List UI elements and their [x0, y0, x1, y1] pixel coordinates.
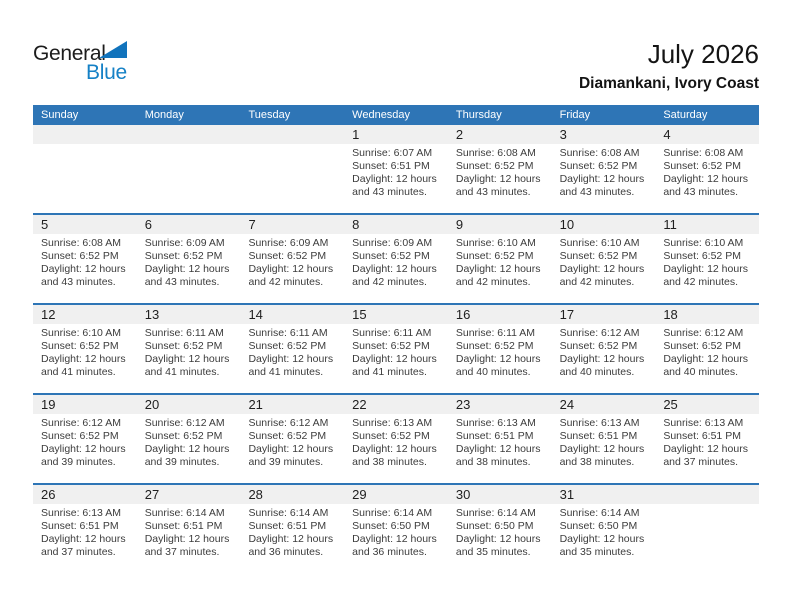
day-details — [655, 504, 759, 507]
day-number: 30 — [448, 485, 552, 504]
day-number: 29 — [344, 485, 448, 504]
day-cell-13 — [137, 305, 241, 393]
day-number — [240, 125, 344, 144]
day-cell-18 — [655, 305, 759, 393]
daylight-text: Daylight: 12 hours and 38 minutes. — [352, 443, 437, 468]
sunset-text: Sunset: 6:51 PM — [559, 430, 638, 442]
sunrise-text: Sunrise: 6:08 AM — [41, 237, 121, 249]
calendar-grid — [33, 105, 759, 573]
sunset-text: Sunset: 6:52 PM — [41, 340, 119, 352]
day-cell-22 — [344, 395, 448, 483]
day-cell-10 — [552, 215, 656, 303]
sunset-text: Sunset: 6:52 PM — [248, 430, 327, 442]
sunrise-text: Sunrise: 6:12 AM — [248, 417, 329, 429]
day-cell-27 — [137, 485, 241, 573]
day-cell-11 — [655, 215, 759, 303]
sunrise-text: Sunrise: 6:10 AM — [559, 237, 640, 249]
day-number: 16 — [448, 305, 552, 324]
sunset-text: Sunset: 6:52 PM — [559, 250, 638, 262]
day-cell-6 — [137, 215, 241, 303]
sunrise-text: Sunrise: 6:13 AM — [352, 417, 433, 429]
day-cell-4 — [655, 125, 759, 213]
day-cell-15 — [344, 305, 448, 393]
day-cell-2 — [448, 125, 552, 213]
daylight-text: Daylight: 12 hours and 41 minutes. — [352, 353, 437, 378]
page-subtitle: Diamankani, Ivory Coast — [578, 75, 759, 92]
sunrise-text: Sunrise: 6:14 AM — [559, 507, 640, 519]
day-details — [344, 414, 448, 469]
day-number: 22 — [344, 395, 448, 414]
day-cell-5 — [33, 215, 137, 303]
day-number — [137, 125, 241, 144]
day-number: 9 — [448, 215, 552, 234]
sunrise-text: Sunrise: 6:11 AM — [352, 327, 432, 339]
daylight-text: Daylight: 12 hours and 42 minutes. — [248, 263, 334, 288]
sunset-text: Sunset: 6:52 PM — [455, 340, 534, 352]
day-details — [137, 324, 241, 379]
day-number: 8 — [344, 215, 448, 234]
sunset-text: Sunset: 6:52 PM — [144, 250, 223, 262]
logo-text-blue: Blue — [86, 61, 127, 84]
day-number: 14 — [240, 305, 344, 324]
sunset-text: Sunset: 6:52 PM — [248, 340, 327, 352]
day-details — [552, 414, 656, 469]
daylight-text: Daylight: 12 hours and 43 minutes. — [41, 263, 126, 288]
daylight-text: Daylight: 12 hours and 43 minutes. — [144, 263, 230, 288]
weekday-header-tuesday: Tuesday — [248, 109, 291, 121]
daylight-text: Daylight: 12 hours and 36 minutes. — [352, 533, 437, 558]
sunrise-text: Sunrise: 6:11 AM — [248, 327, 328, 339]
day-number: 7 — [240, 215, 344, 234]
day-details — [137, 234, 241, 289]
day-details — [448, 504, 552, 559]
sunset-text: Sunset: 6:52 PM — [663, 340, 741, 352]
day-number: 17 — [552, 305, 656, 324]
daylight-text: Daylight: 12 hours and 43 minutes. — [663, 173, 748, 198]
daylight-text: Daylight: 12 hours and 39 minutes. — [248, 443, 334, 468]
daylight-text: Daylight: 12 hours and 42 minutes. — [559, 263, 645, 288]
daylight-text: Daylight: 12 hours and 38 minutes. — [559, 443, 645, 468]
sunset-text: Sunset: 6:52 PM — [352, 250, 430, 262]
sunset-text: Sunset: 6:50 PM — [455, 520, 534, 532]
day-number: 10 — [552, 215, 656, 234]
sunset-text: Sunset: 6:52 PM — [663, 250, 741, 262]
sunset-text: Sunset: 6:51 PM — [352, 160, 430, 172]
day-number: 1 — [344, 125, 448, 144]
week-row-3 — [33, 303, 759, 393]
day-details — [655, 414, 759, 469]
daylight-text: Daylight: 12 hours and 35 minutes. — [455, 533, 541, 558]
sunrise-text: Sunrise: 6:13 AM — [41, 507, 121, 519]
daylight-text: Daylight: 12 hours and 36 minutes. — [248, 533, 334, 558]
sunrise-text: Sunrise: 6:12 AM — [144, 417, 225, 429]
day-details — [33, 234, 137, 289]
day-cell-21 — [240, 395, 344, 483]
day-number: 2 — [448, 125, 552, 144]
day-number: 27 — [137, 485, 241, 504]
sunrise-text: Sunrise: 6:10 AM — [663, 237, 744, 249]
day-details — [33, 144, 137, 147]
day-details — [33, 324, 137, 379]
daylight-text: Daylight: 12 hours and 43 minutes. — [455, 173, 541, 198]
day-number: 19 — [33, 395, 137, 414]
sunset-text: Sunset: 6:50 PM — [352, 520, 430, 532]
day-cell-25 — [655, 395, 759, 483]
weekday-header-wednesday: Wednesday — [352, 109, 411, 121]
sunset-text: Sunset: 6:52 PM — [455, 160, 534, 172]
day-details — [137, 144, 241, 147]
day-number — [655, 485, 759, 504]
day-cell-12 — [33, 305, 137, 393]
sunset-text: Sunset: 6:52 PM — [559, 160, 638, 172]
day-number: 3 — [552, 125, 656, 144]
day-number: 24 — [552, 395, 656, 414]
daylight-text: Daylight: 12 hours and 40 minutes. — [455, 353, 541, 378]
daylight-text: Daylight: 12 hours and 35 minutes. — [559, 533, 645, 558]
sunset-text: Sunset: 6:51 PM — [41, 520, 119, 532]
daylight-text: Daylight: 12 hours and 37 minutes. — [144, 533, 230, 558]
page-title: July 2026 — [647, 39, 759, 69]
day-cell-3 — [552, 125, 656, 213]
sunset-text: Sunset: 6:52 PM — [41, 430, 119, 442]
week-row-4 — [33, 393, 759, 483]
sunset-text: Sunset: 6:52 PM — [455, 250, 534, 262]
sunrise-text: Sunrise: 6:14 AM — [248, 507, 329, 519]
general-blue-logo — [33, 40, 163, 84]
day-details — [552, 234, 656, 289]
daylight-text: Daylight: 12 hours and 43 minutes. — [559, 173, 645, 198]
day-cell-empty — [137, 125, 241, 213]
day-number: 23 — [448, 395, 552, 414]
sunrise-text: Sunrise: 6:09 AM — [144, 237, 225, 249]
weekday-header-monday: Monday — [144, 109, 184, 121]
day-details — [240, 504, 344, 559]
day-details — [240, 324, 344, 379]
sunrise-text: Sunrise: 6:11 AM — [144, 327, 224, 339]
day-details — [655, 324, 759, 379]
day-cell-14 — [240, 305, 344, 393]
daylight-text: Daylight: 12 hours and 39 minutes. — [144, 443, 230, 468]
daylight-text: Daylight: 12 hours and 41 minutes. — [41, 353, 126, 378]
day-number: 18 — [655, 305, 759, 324]
day-number: 20 — [137, 395, 241, 414]
sunrise-text: Sunrise: 6:09 AM — [352, 237, 433, 249]
day-cell-empty — [240, 125, 344, 213]
day-details — [552, 504, 656, 559]
day-details — [344, 504, 448, 559]
daylight-text: Daylight: 12 hours and 41 minutes. — [144, 353, 230, 378]
day-number: 26 — [33, 485, 137, 504]
day-cell-29 — [344, 485, 448, 573]
sunrise-text: Sunrise: 6:08 AM — [455, 147, 536, 159]
week-row-5 — [33, 483, 759, 573]
daylight-text: Daylight: 12 hours and 42 minutes. — [663, 263, 748, 288]
title-block — [579, 40, 759, 93]
sunset-text: Sunset: 6:51 PM — [248, 520, 327, 532]
day-cell-9 — [448, 215, 552, 303]
sunset-text: Sunset: 6:52 PM — [559, 340, 638, 352]
day-details — [240, 234, 344, 289]
weekday-header-saturday: Saturday — [663, 109, 708, 121]
day-cell-28 — [240, 485, 344, 573]
daylight-text: Daylight: 12 hours and 38 minutes. — [455, 443, 541, 468]
day-number: 4 — [655, 125, 759, 144]
sunset-text: Sunset: 6:52 PM — [41, 250, 119, 262]
day-details — [33, 414, 137, 469]
day-number: 28 — [240, 485, 344, 504]
day-cell-20 — [137, 395, 241, 483]
sunset-text: Sunset: 6:52 PM — [663, 160, 741, 172]
day-cell-7 — [240, 215, 344, 303]
day-cell-empty — [33, 125, 137, 213]
daylight-text: Daylight: 12 hours and 42 minutes. — [352, 263, 437, 288]
day-cell-empty — [655, 485, 759, 573]
day-cell-8 — [344, 215, 448, 303]
sunrise-text: Sunrise: 6:13 AM — [559, 417, 640, 429]
sunset-text: Sunset: 6:52 PM — [352, 340, 430, 352]
day-details — [552, 144, 656, 199]
day-details — [137, 414, 241, 469]
day-number: 11 — [655, 215, 759, 234]
sunrise-text: Sunrise: 6:12 AM — [559, 327, 640, 339]
daylight-text: Daylight: 12 hours and 39 minutes. — [41, 443, 126, 468]
day-number: 31 — [552, 485, 656, 504]
daylight-text: Daylight: 12 hours and 37 minutes. — [663, 443, 748, 468]
day-details — [240, 414, 344, 469]
day-cell-17 — [552, 305, 656, 393]
day-details — [448, 144, 552, 199]
day-number — [33, 125, 137, 144]
daylight-text: Daylight: 12 hours and 37 minutes. — [41, 533, 126, 558]
day-cell-23 — [448, 395, 552, 483]
sunset-text: Sunset: 6:52 PM — [144, 340, 223, 352]
week-row-2 — [33, 213, 759, 303]
sunrise-text: Sunrise: 6:14 AM — [352, 507, 433, 519]
day-number: 25 — [655, 395, 759, 414]
day-number: 15 — [344, 305, 448, 324]
day-number: 6 — [137, 215, 241, 234]
sunset-text: Sunset: 6:51 PM — [455, 430, 534, 442]
day-details — [344, 234, 448, 289]
day-number: 21 — [240, 395, 344, 414]
weekday-header-friday: Friday — [559, 109, 591, 121]
day-cell-24 — [552, 395, 656, 483]
sunset-text: Sunset: 6:50 PM — [559, 520, 638, 532]
day-cell-26 — [33, 485, 137, 573]
logo-text-general: General — [33, 42, 106, 65]
sunset-text: Sunset: 6:52 PM — [144, 430, 223, 442]
sunrise-text: Sunrise: 6:09 AM — [248, 237, 329, 249]
weekday-header-sunday: Sunday — [41, 109, 79, 121]
weekday-header-thursday: Thursday — [455, 109, 502, 121]
day-details — [448, 324, 552, 379]
sunrise-text: Sunrise: 6:10 AM — [455, 237, 536, 249]
sunrise-text: Sunrise: 6:12 AM — [41, 417, 121, 429]
day-details — [33, 504, 137, 559]
sunrise-text: Sunrise: 6:12 AM — [663, 327, 744, 339]
day-details — [344, 144, 448, 199]
day-details — [448, 414, 552, 469]
sunset-text: Sunset: 6:52 PM — [248, 250, 327, 262]
day-cell-16 — [448, 305, 552, 393]
daylight-text: Daylight: 12 hours and 43 minutes. — [352, 173, 437, 198]
daylight-text: Daylight: 12 hours and 42 minutes. — [455, 263, 541, 288]
daylight-text: Daylight: 12 hours and 40 minutes. — [559, 353, 645, 378]
day-details — [655, 144, 759, 199]
sunrise-text: Sunrise: 6:11 AM — [455, 327, 536, 339]
weekday-header-row — [33, 105, 759, 125]
sunrise-text: Sunrise: 6:08 AM — [559, 147, 640, 159]
day-details — [344, 324, 448, 379]
day-number: 13 — [137, 305, 241, 324]
day-cell-1 — [344, 125, 448, 213]
sunrise-text: Sunrise: 6:13 AM — [455, 417, 536, 429]
sunset-text: Sunset: 6:51 PM — [663, 430, 741, 442]
week-row-1 — [33, 125, 759, 213]
sunrise-text: Sunrise: 6:14 AM — [455, 507, 536, 519]
day-cell-30 — [448, 485, 552, 573]
daylight-text: Daylight: 12 hours and 41 minutes. — [248, 353, 334, 378]
day-number: 12 — [33, 305, 137, 324]
day-cell-31 — [552, 485, 656, 573]
sunrise-text: Sunrise: 6:10 AM — [41, 327, 121, 339]
day-details — [655, 234, 759, 289]
sunrise-text: Sunrise: 6:13 AM — [663, 417, 744, 429]
daylight-text: Daylight: 12 hours and 40 minutes. — [663, 353, 748, 378]
day-cell-19 — [33, 395, 137, 483]
sunrise-text: Sunrise: 6:07 AM — [352, 147, 433, 159]
day-details — [240, 144, 344, 147]
sunset-text: Sunset: 6:52 PM — [352, 430, 430, 442]
sunrise-text: Sunrise: 6:14 AM — [144, 507, 225, 519]
day-details — [448, 234, 552, 289]
sunrise-text: Sunrise: 6:08 AM — [663, 147, 744, 159]
day-details — [137, 504, 241, 559]
sunset-text: Sunset: 6:51 PM — [144, 520, 223, 532]
day-details — [552, 324, 656, 379]
weeks-container — [33, 125, 759, 573]
day-number: 5 — [33, 215, 137, 234]
